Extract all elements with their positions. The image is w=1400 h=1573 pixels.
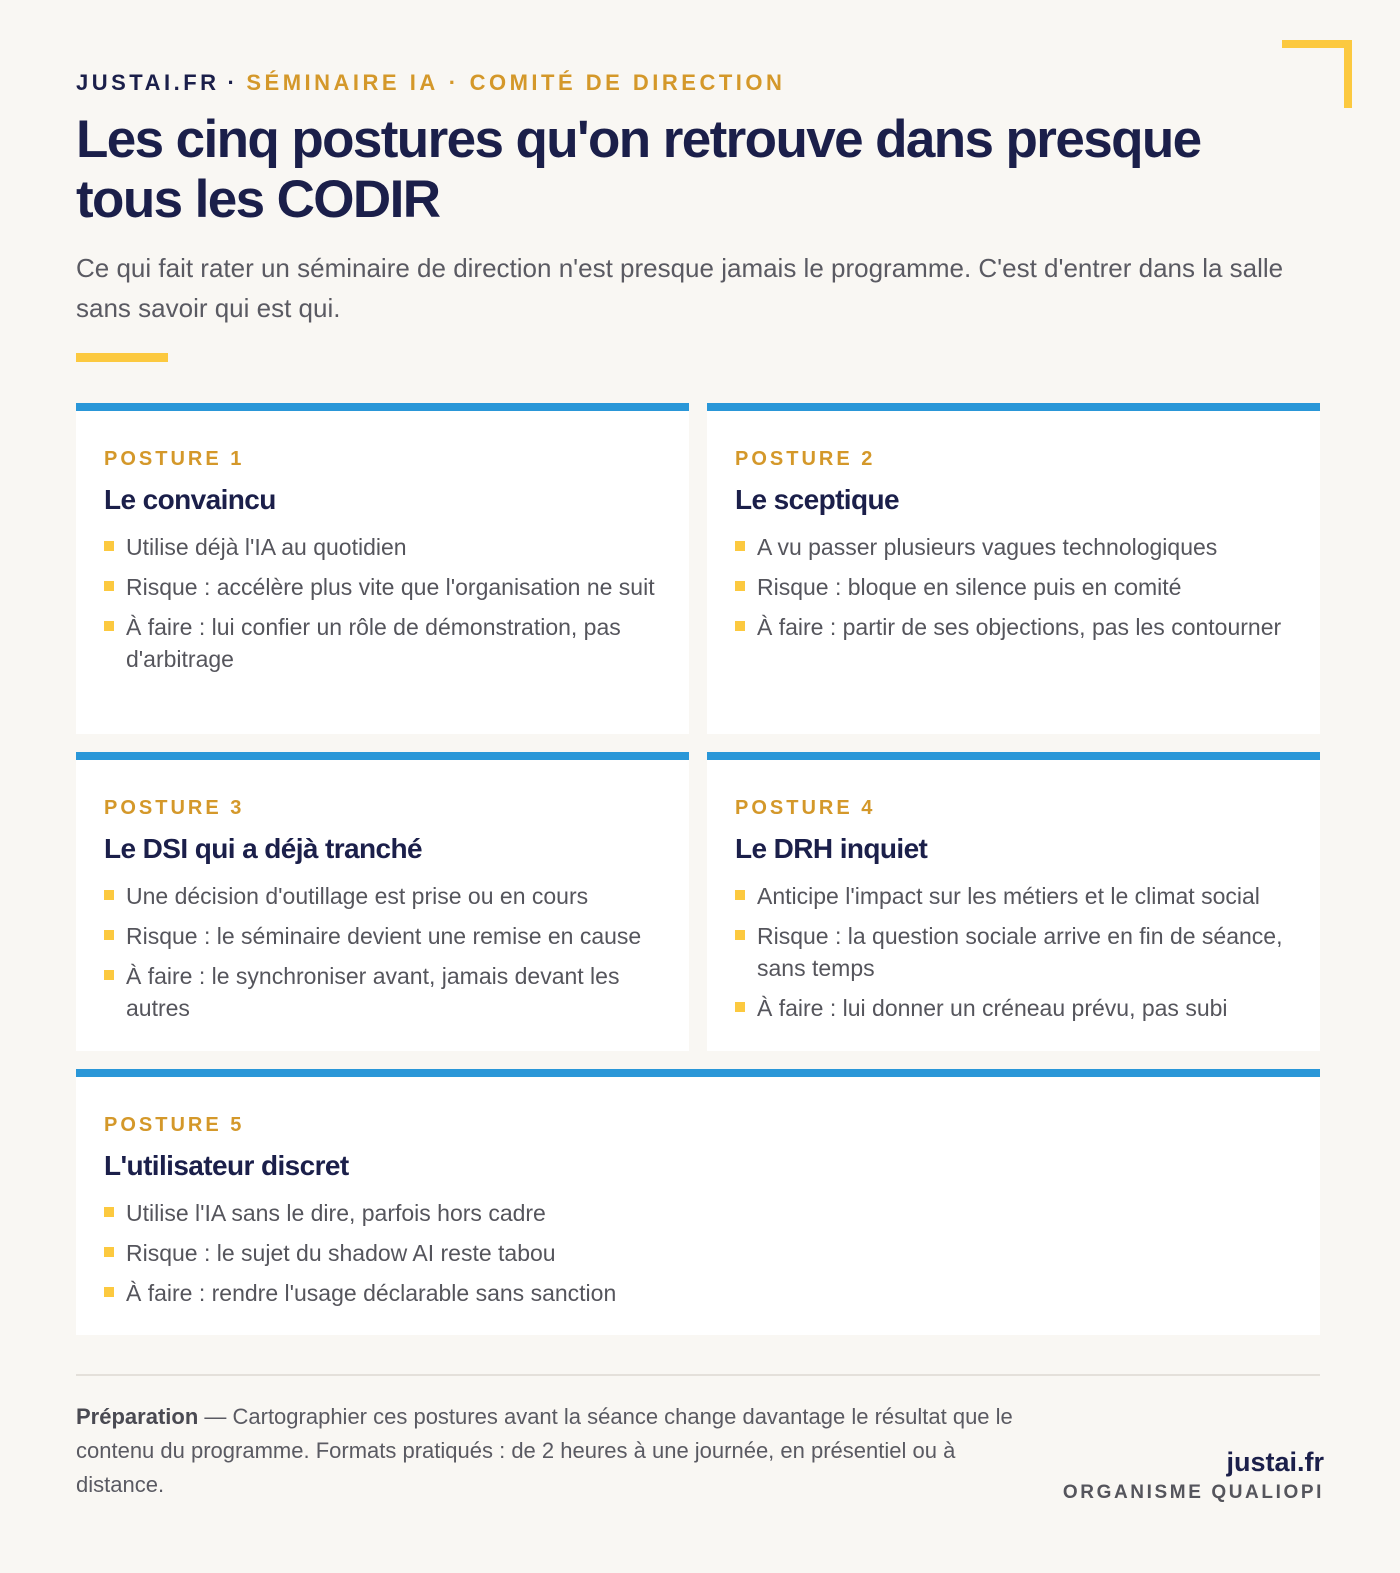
posture-title: Le DRH inquiet [735,833,928,864]
posture-list [735,880,1292,1024]
posture-card-3 [76,752,689,1051]
corner-accent [1282,40,1352,108]
page-subtitle: Ce qui fait rater un séminaire de direction n'est presque jamais le programme. C'est d'entrer dans la salle sans savoir qui est qui. [76,253,1284,323]
posture-list [104,880,661,1024]
bullet-square-icon [735,890,745,900]
list-item-text: Risque : bloque en silence puis en comité [757,574,1182,600]
qualiopi-label: ORGANISME QUALIOPI [1062,1482,1324,1503]
list-item [735,880,1292,912]
footer-brand: justai.fr [1226,1447,1324,1477]
list-item-text: Anticipe l'impact sur les métiers et le climat social [757,883,1260,909]
list-item-text: À faire : lui confier un rôle de démonstration, pas d'arbitrage [126,614,621,672]
list-item-text: Risque : le séminaire devient une remise en cause [126,923,642,949]
bullet-square-icon [735,581,745,591]
eyebrow-section-2: COMITÉ DE DIRECTION [469,70,786,95]
posture-kicker: POSTURE 4 [735,797,876,819]
list-item-text: À faire : rendre l'usage déclarable sans sanction [126,1280,617,1306]
posture-title: Le convaincu [104,484,276,515]
list-item [104,1237,1292,1269]
posture-kicker: POSTURE 3 [104,797,245,819]
posture-kicker: POSTURE 5 [104,1114,245,1136]
eyebrow [76,70,785,96]
list-item [735,992,1292,1024]
posture-list [104,1197,1292,1309]
preparation-note [76,1400,1046,1502]
bullet-square-icon [104,1207,114,1217]
bullet-square-icon [735,930,745,940]
posture-card-2 [707,403,1320,734]
bullet-square-icon [735,541,745,551]
bullet-square-icon [104,1247,114,1257]
bullet-square-icon [104,1287,114,1297]
list-item [735,531,1292,563]
preparation-text: — Cartographier ces postures avant la séance change davantage le résultat que le contenu du programme. Formats pratiqués : de 2 heures à une journée, en présentiel ou à distance. [76,1404,1013,1497]
eyebrow-separator: · [227,70,239,95]
list-item [104,1277,1292,1309]
list-item-text: Une décision d'outillage est prise ou en cours [126,883,589,909]
list-item [104,571,661,603]
posture-card-1 [76,403,689,734]
posture-kicker: POSTURE 2 [735,448,876,470]
page-title: Les cinq postures qu'on retrouve dans presque tous les CODIR [76,110,1201,229]
posture-title: L'utilisateur discret [104,1150,349,1181]
list-item [104,1197,1292,1229]
list-item [735,920,1292,984]
bullet-square-icon [104,581,114,591]
list-item-text: A vu passer plusieurs vagues technologiques [757,534,1218,560]
list-item-text: À faire : lui donner un créneau prévu, pas subi [757,995,1228,1021]
preparation-label: Préparation [76,1404,199,1429]
posture-list [735,531,1292,643]
list-item-text: Risque : le sujet du shadow AI reste tabou [126,1240,556,1266]
footer-divider [76,1374,1320,1376]
posture-title: Le sceptique [735,484,899,515]
bullet-square-icon [735,621,745,631]
list-item [104,531,661,563]
bullet-square-icon [735,1002,745,1012]
bullet-square-icon [104,621,114,631]
posture-kicker: POSTURE 1 [104,448,245,470]
title-rule [76,353,168,362]
list-item [735,611,1292,643]
eyebrow-brand: JUSTAI.FR [76,70,220,95]
list-item [104,920,661,952]
eyebrow-section-1: SÉMINAIRE IA [246,70,439,95]
bullet-square-icon [104,930,114,940]
eyebrow-separator: · [448,70,460,95]
list-item-text: Utilise l'IA sans le dire, parfois hors cadre [126,1200,546,1226]
list-item [104,880,661,912]
posture-title: Le DSI qui a déjà tranché [104,833,422,864]
list-item [104,611,661,675]
posture-card-5 [76,1069,1320,1335]
list-item [735,571,1292,603]
signature-block [1063,1446,1324,1506]
posture-list [104,531,661,675]
list-item-text: Risque : accélère plus vite que l'organisation ne suit [126,574,655,600]
list-item-text: Risque : la question sociale arrive en fin de séance, sans temps [757,923,1283,981]
list-item-text: Utilise déjà l'IA au quotidien [126,534,407,560]
list-item-text: À faire : le synchroniser avant, jamais devant les autres [126,963,620,1021]
list-item-text: À faire : partir de ses objections, pas les contourner [757,614,1282,640]
bullet-square-icon [104,970,114,980]
bullet-square-icon [104,541,114,551]
bullet-square-icon [104,890,114,900]
posture-card-4 [707,752,1320,1051]
list-item [104,960,661,1024]
